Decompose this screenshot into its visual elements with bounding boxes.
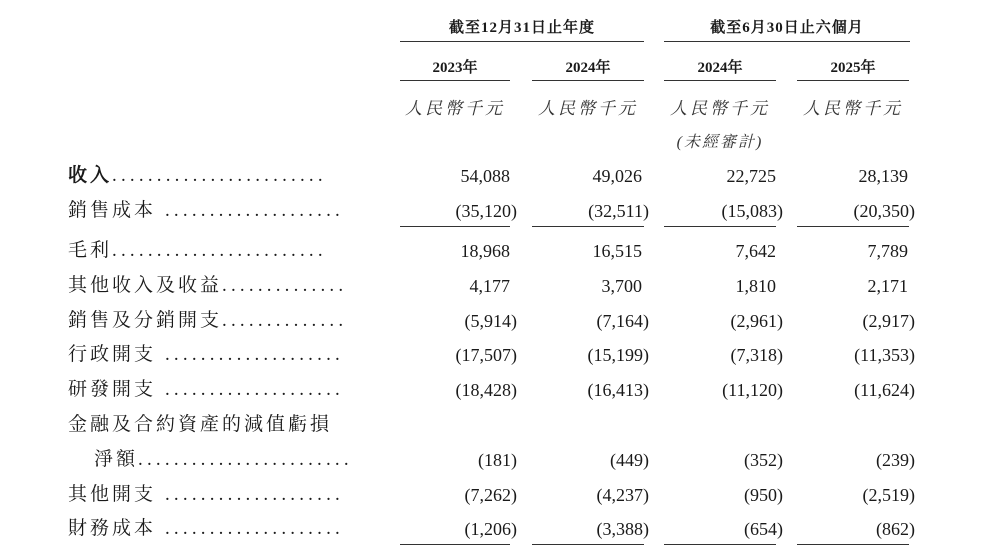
row-label: 銷售成本 .................... (68, 200, 344, 221)
group-rule-full-year (400, 41, 644, 42)
subtotal-rule (400, 226, 510, 227)
cell-value: (32,511) (588, 201, 649, 221)
subtotal-rule (532, 544, 644, 545)
cell-value: (862) (876, 519, 915, 539)
row-label: 淨額........................ (94, 449, 353, 470)
group-header-full-year: 截至12月31日止年度 (448, 20, 595, 36)
cell-value: (449) (610, 450, 649, 470)
cell-value: (2,519) (862, 485, 915, 505)
cell-value: (7,262) (464, 485, 517, 505)
unaudited-note: (未經審計) (676, 134, 764, 151)
cell-value: 28,139 (858, 166, 908, 186)
cell-value: (15,199) (587, 345, 649, 365)
subtotal-rule (797, 226, 909, 227)
column-year-2024: 2024年 (565, 60, 611, 76)
subtotal-rule (797, 544, 909, 545)
cell-value: (16,413) (587, 380, 649, 400)
cell-value: 7,642 (735, 241, 776, 261)
column-year-2025-h1: 2025年 (830, 60, 876, 76)
cell-value: 22,725 (726, 166, 776, 186)
cell-value: 49,026 (592, 166, 642, 186)
cell-value: (18,428) (455, 380, 517, 400)
row-label: 毛利........................ (68, 240, 327, 261)
column-unit: 人民幣千元 (405, 99, 505, 118)
column-year-2024-h1: 2024年 (697, 60, 743, 76)
cell-value: (181) (478, 450, 517, 470)
row-label: 其他開支 .................... (68, 484, 344, 505)
cell-value: 18,968 (460, 241, 510, 261)
group-rule-six-months (664, 41, 910, 42)
cell-value: 3,700 (601, 276, 642, 296)
group-header-six-months: 截至6月30日止六個月 (710, 20, 864, 36)
row-label: 金融及合約資產的減值虧損 (68, 414, 333, 435)
year-rule (664, 80, 776, 81)
subtotal-rule (400, 544, 510, 545)
cell-value: (1,206) (464, 519, 517, 539)
row-label: 行政開支 .................... (68, 344, 344, 365)
row-label: 研發開支 .................... (68, 379, 344, 400)
cell-value: (11,624) (854, 380, 915, 400)
cell-value: 1,810 (735, 276, 776, 296)
subtotal-rule (664, 544, 776, 545)
cell-value: (4,237) (596, 485, 649, 505)
cell-value: (11,353) (854, 345, 915, 365)
subtotal-rule (664, 226, 776, 227)
cell-value: (11,120) (722, 380, 783, 400)
year-rule (400, 80, 510, 81)
row-label: 其他收入及收益.............. (68, 275, 348, 296)
year-rule (532, 80, 644, 81)
column-unit: 人民幣千元 (670, 99, 770, 118)
column-unit: 人民幣千元 (803, 99, 903, 118)
cell-value: 54,088 (460, 166, 510, 186)
row-label: 財務成本 .................... (68, 518, 344, 539)
cell-value: (950) (744, 485, 783, 505)
cell-value: (352) (744, 450, 783, 470)
cell-value: 4,177 (469, 276, 510, 296)
cell-value: (239) (876, 450, 915, 470)
cell-value: (3,388) (596, 519, 649, 539)
cell-value: (7,164) (596, 311, 649, 331)
cell-value: (5,914) (464, 311, 517, 331)
column-year-2023: 2023年 (432, 60, 478, 76)
subtotal-rule (532, 226, 644, 227)
year-rule (797, 80, 909, 81)
column-unit: 人民幣千元 (538, 99, 638, 118)
cell-value: (654) (744, 519, 783, 539)
cell-value: (7,318) (730, 345, 783, 365)
cell-value: 2,171 (867, 276, 908, 296)
cell-value: (35,120) (455, 201, 517, 221)
cell-value: (2,961) (730, 311, 783, 331)
cell-value: 16,515 (592, 241, 642, 261)
row-label: 銷售及分銷開支.............. (68, 310, 348, 331)
cell-value: 7,789 (867, 241, 908, 261)
cell-value: (15,083) (721, 201, 783, 221)
cell-value: (2,917) (862, 311, 915, 331)
cell-value: (17,507) (455, 345, 517, 365)
row-label: 收入........................ (68, 165, 327, 186)
cell-value: (20,350) (853, 201, 915, 221)
